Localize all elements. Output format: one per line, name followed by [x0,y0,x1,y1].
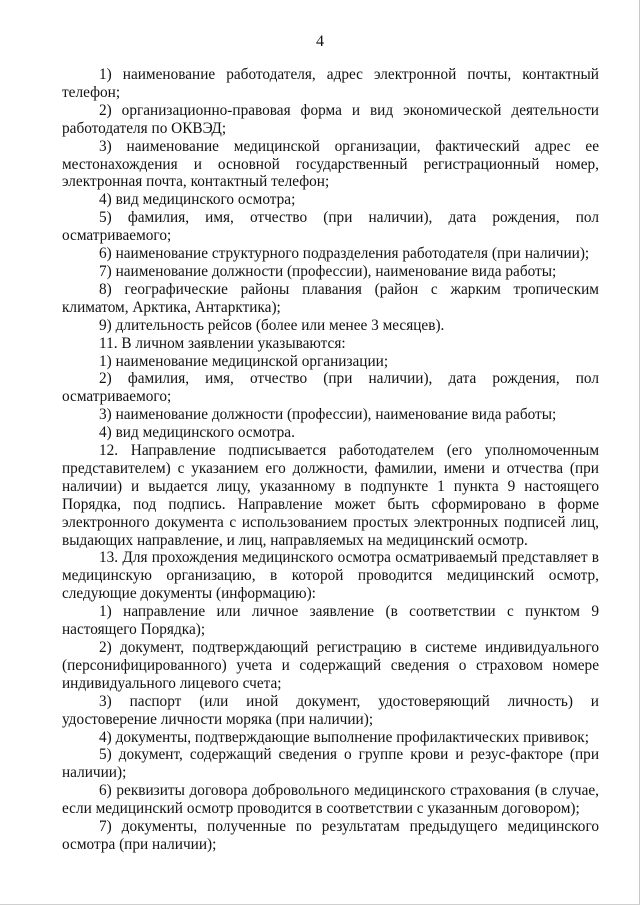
list-item: 6) наименование структурного подразделения работодателя (при наличии); [99,245,590,263]
list-item: 8) географические районы плавания (район с жарким тропическим климатом, Арктика, Антарктика); [62,280,599,316]
list-item: 4) документы, подтверждающие выполнение профилактических прививок; [99,728,589,746]
list-item: 2) документ, подтверждающий регистрацию в системе индивидуального (персонифицированного) учета и содержащий сведения о страховом номере индивидуального лицевого счета; [62,639,599,692]
page-number: 4 [316,33,324,50]
list-item: 7) документы, полученные по результатам предыдущего медицинского осмотра (при наличии); [62,818,599,853]
list-item: 4) вид медицинского осмотра. [99,424,295,442]
list-item: 9) длительность рейсов (более или менее 3 месяцев). [99,316,445,334]
list-item: 5) фамилия, имя, отчество (при наличии), дата рождения, пол осматриваемого; [62,209,599,245]
list-item: 1) направление или личное заявление (в соответствии с пунктом 9 настоящего Порядка); [62,603,599,639]
list-item: 1) наименование работодателя, адрес электронной почты, контактный телефон; [62,66,599,101]
list-item: 6) реквизиты договора добровольного медицинского страхования (в случае, если медицинский осмотр проводится в соответствии с указанным договором); [62,782,599,818]
list-item: 2) организационно-правовая форма и вид экономической деятельности работодателя по ОКВЭД; [62,101,599,137]
list-item: 7) наименование должности (профессии), наименование вида работы; [99,262,557,280]
list-item: 2) фамилия, имя, отчество (при наличии), дата рождения, пол осматриваемого; [62,370,599,406]
list-item: 3) наименование должности (профессии), наименование вида работы; [99,406,557,424]
list-item: 3) наименование медицинской организации, фактический адрес ее местонахождения и основной государственный регистрационный номер, электронная почта, контактный телефон; [62,137,599,191]
document-body [62,66,599,854]
section-paragraph: 13. Для прохождения медицинского осмотра осматриваемый представляет в медицинскую организацию, в которой проводится медицинский осмотр, следующие документы (информацию): [62,549,599,603]
section-heading: 11. В личном заявлении указываются: [99,334,346,352]
list-item: 4) вид медицинского осмотра; [99,191,296,209]
list-item: 1) наименование медицинской организации; [99,352,389,370]
list-item: 5) документ, содержащий сведения о группе крови и резус-факторе (при наличии); [62,746,599,782]
section-paragraph: 12. Направление подписывается работодателем (его уполномоченным представителем) с указанием его должности, фамилии, имени и отчества (при наличии) и выдается лицу, указанному в подпункте 1 пункта 9 настоящего Порядка, под подпись. Направление может быть сформировано в форме электронного документа с использованием простых электронных подписей лиц, выдающих направление, и лиц, направляемых на медицинский осмотр. [62,442,599,549]
list-item: 3) паспорт (или иной документ, удостоверяющий личность) и удостоверение личности моряка (при наличии); [62,692,599,728]
